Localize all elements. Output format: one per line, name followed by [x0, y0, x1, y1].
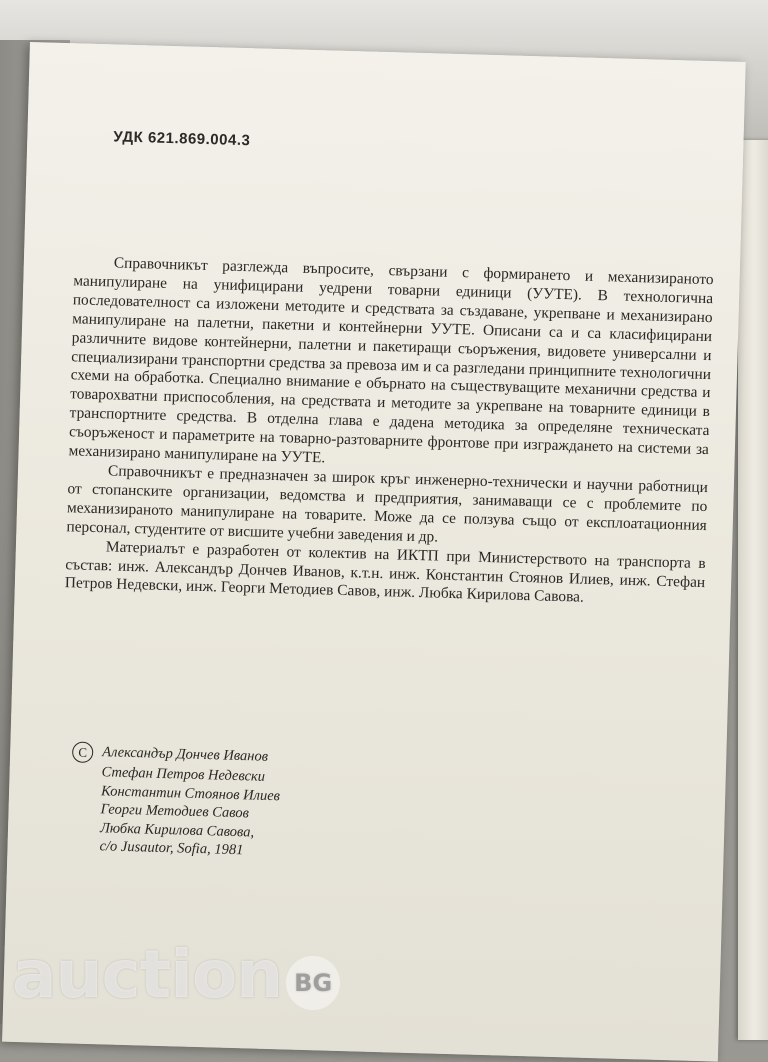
book-page	[2, 42, 746, 1062]
author-name: Константин Стоянов Илиев	[100, 782, 281, 804]
next-page-edge	[738, 140, 768, 1040]
auction-watermark	[12, 936, 340, 1013]
watermark-text: auction	[12, 936, 283, 1013]
author-name: Стефан Петров Недевски	[101, 764, 266, 785]
udk-code: УДК 621.869.004.3	[113, 128, 251, 150]
watermark-badge: BG	[286, 956, 340, 1010]
author-name: Георги Методиев Савов	[100, 801, 250, 822]
abstract-paragraph: Справочникът е предназначен за широк кръг инженерно-технически и научни работници от стопанските организации, ведомства и предприятия, занимаващи се с проблемите по механизираното манипулиране на товарите. Може да се ползува също от експлоатационния персонал, студентите от висшите учебни заведения и др.	[66, 462, 709, 546]
copyright-icon: C	[72, 741, 94, 763]
author-name: Александър Дончев Иванов	[101, 744, 269, 765]
abstract-text	[65, 253, 714, 611]
abstract-paragraph: Материалът е разработен от колектив на ИКТП при Министерството на транспорта в състав: инж. Александър Дончев Иванов, к.т.н. инж. Константин Стоянов Илиев, инж. Стефан Петров Недевски, инж. Георги Методиев Савов, инж. Любка Кирилова Савова.	[64, 537, 706, 607]
author-name: Любка Кирилова Савова,	[99, 819, 255, 841]
publisher-line: c/o Jusautor, Sofia, 1981	[99, 838, 244, 859]
abstract-paragraph: Справочникът разглежда въпросите, свързани с формирането и механизираното манипулиране на унифицирани уедрени товарни единици (УУТЕ). В технологична последователност са изложени методите и средствата за създаване, укрепване и механизирано манипулиране на палетни, пакетни и контейнерни УУТЕ. Описани са и са класифицирани различните видове контейнерни, палетни и пакетиращи съоръжения, видовете универсални и специализирани транспортни средства за превоза им и са разгледани принципните технологични схеми на обработка. Специално внимание е обърнато на съществуващите механични средства и товарохватни приспособления, на средствата и методите за укрепване на товарните единици в транспортните средства. В отделна глава е дадена методика за определяне техническата съоръженост и параметрите на товарно-разтоварните фронтове при изграждането на системи за механизирано манипулиране на УУТЕ.	[68, 254, 714, 467]
copyright-block	[69, 741, 281, 860]
